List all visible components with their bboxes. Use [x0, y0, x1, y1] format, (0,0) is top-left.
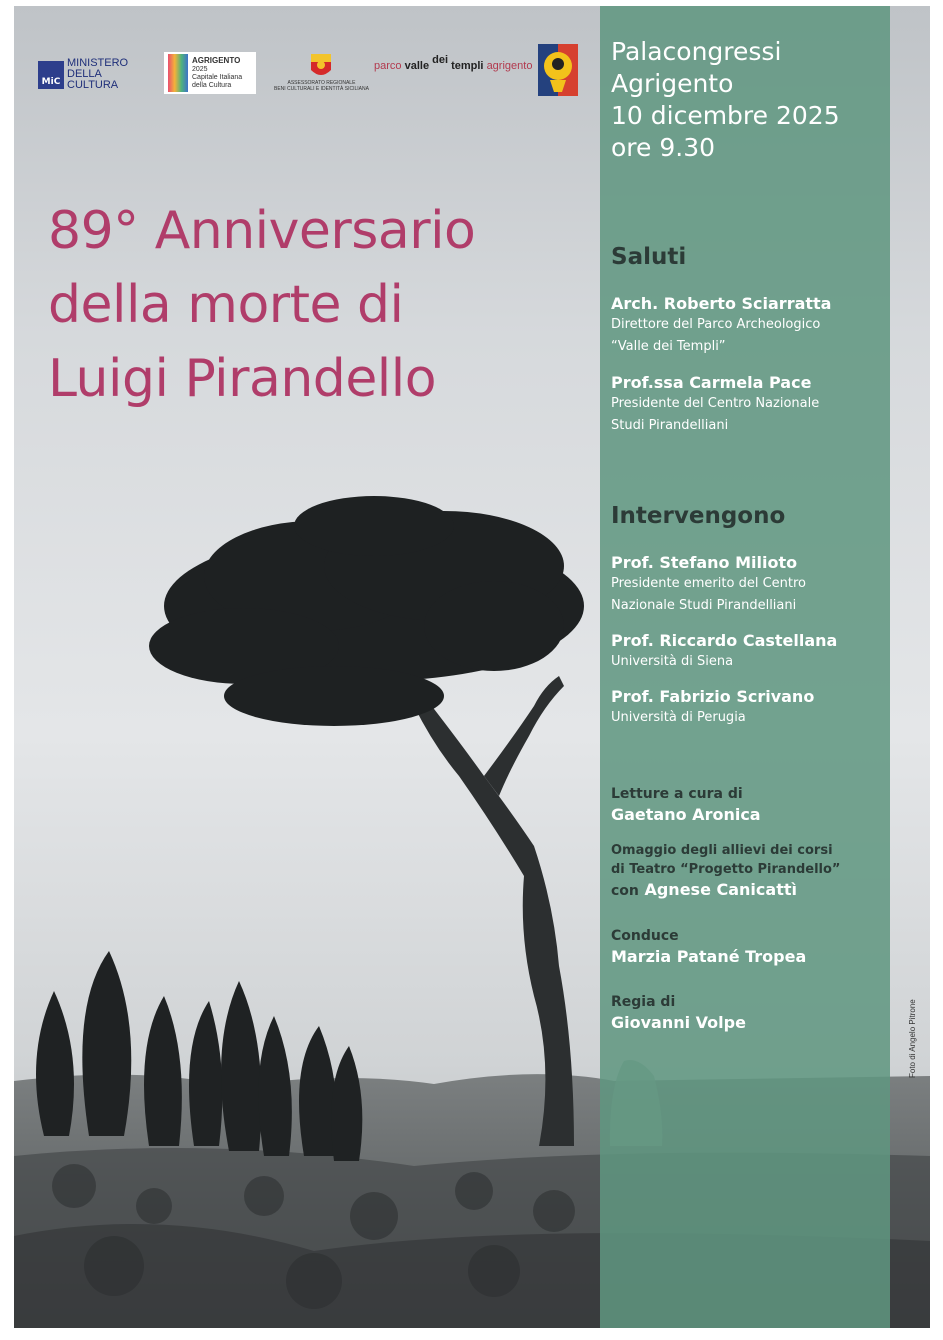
intervengono-heading: Intervengono	[611, 503, 786, 529]
regione-sicilia-logo: ASSESSORATO REGIONALE BENI CULTURALI E IDENTITÀ SICILIANA	[274, 52, 369, 92]
agrigento-2025-text: AGRIGENTO 2025 Capitale Italiana della Cultura	[192, 55, 243, 89]
omaggio-line: di Teatro “Progetto Pirandello”	[611, 862, 841, 877]
regia-heading: Regia di	[611, 994, 676, 1010]
centro-studi-logo	[538, 44, 578, 96]
pirandello-head-icon	[538, 44, 578, 96]
mic-logo	[38, 58, 128, 91]
conduce-heading: Conduce	[611, 928, 679, 944]
omaggio-line: Omaggio degli allievi dei corsi	[611, 843, 833, 858]
speaker	[611, 553, 876, 617]
person-role: Università di Siena	[611, 654, 734, 669]
saluti-person	[611, 373, 876, 437]
person-name: Prof. Riccardo Castellana	[611, 631, 838, 650]
agrigento-2025-icon	[168, 54, 188, 92]
trinacria-icon	[309, 52, 333, 80]
speaker	[611, 631, 876, 673]
letture-heading: Letture a cura di	[611, 786, 743, 802]
regia-block	[611, 993, 876, 1034]
title-line-2: della morte di	[48, 275, 404, 335]
person-role: Direttore del Parco Archeologico	[611, 317, 821, 332]
venue-block	[611, 36, 876, 164]
person-role: Presidente emerito del Centro	[611, 576, 806, 591]
speaker	[611, 687, 876, 729]
title-line-1: 89° Anniversario	[48, 201, 476, 261]
conduce-block	[611, 927, 876, 968]
venue-name: Palacongressi	[611, 37, 782, 66]
letture-block	[611, 785, 876, 826]
person-name: Arch. Roberto Sciarratta	[611, 294, 832, 313]
letture-name: Gaetano Aronica	[611, 805, 761, 824]
conduce-name: Marzia Patané Tropea	[611, 947, 807, 966]
person-name: Prof.ssa Carmela Pace	[611, 373, 812, 392]
person-name: Prof. Fabrizio Scrivano	[611, 687, 815, 706]
agrigento-2025-logo	[164, 52, 256, 94]
person-role: Studi Pirandelliani	[611, 418, 729, 433]
person-name: Prof. Stefano Milioto	[611, 553, 798, 572]
person-role: Università di Perugia	[611, 710, 746, 725]
parco-valle-dei-templi-logo: parco valle dei templi agrigento	[374, 54, 533, 72]
person-role: “Valle dei Templi”	[611, 339, 726, 354]
omaggio-performer: con Agnese Canicattì	[611, 880, 797, 899]
logo-row	[38, 44, 588, 114]
photo-credit: Foto di Angelo Pitrone	[908, 999, 917, 1078]
venue-city: Agrigento	[611, 69, 734, 98]
event-title	[48, 194, 608, 416]
regia-name: Giovanni Volpe	[611, 1013, 746, 1032]
event-date: 10 dicembre 2025	[611, 101, 840, 130]
person-role: Nazionale Studi Pirandelliani	[611, 598, 797, 613]
title-line-3: Luigi Pirandello	[48, 349, 437, 409]
mic-icon: MiC	[38, 61, 64, 89]
person-role: Presidente del Centro Nazionale	[611, 396, 820, 411]
mic-logo-text: MINISTERO DELLA CULTURA	[67, 57, 129, 91]
event-time: ore 9.30	[611, 133, 716, 162]
saluti-heading: Saluti	[611, 244, 687, 270]
omaggio-block	[611, 841, 876, 901]
saluti-person	[611, 294, 876, 358]
